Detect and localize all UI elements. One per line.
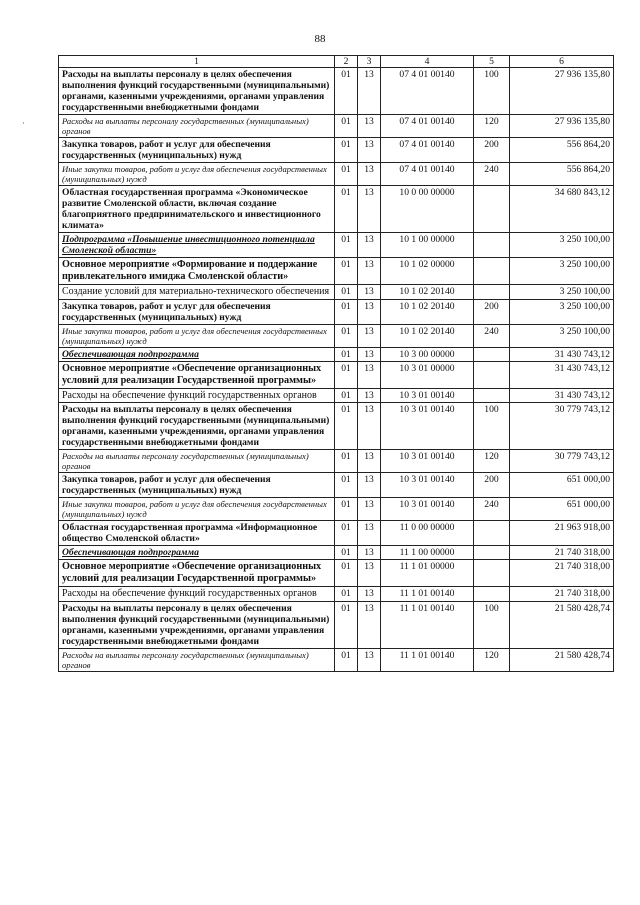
table-row — [59, 403, 614, 450]
subsection-code-cell: 13 — [358, 601, 381, 648]
expense-type-cell — [474, 388, 510, 403]
target-article-cell: 10 3 00 00000 — [381, 347, 474, 361]
subsection-code-cell: 13 — [358, 163, 381, 186]
subsection-code-cell: 13 — [358, 115, 381, 138]
amount-cell: 21 580 428,74 — [510, 648, 614, 671]
expense-type-cell — [474, 258, 510, 285]
expense-type-cell — [474, 186, 510, 233]
amount-cell: 31 430 743,12 — [510, 347, 614, 361]
target-article-cell: 10 3 01 00140 — [381, 498, 474, 521]
row-name-cell: Расходы на выплаты персоналу в целях обеспечения выполнения функций государственными (муниципальными) органами, казенными учреждениями, органами управления государственными внебюджетными фондами — [59, 68, 335, 115]
target-article-cell: 07 4 01 00140 — [381, 68, 474, 115]
amount-cell: 3 250 100,00 — [510, 258, 614, 285]
section-code-cell: 01 — [335, 115, 358, 138]
section-code-cell: 01 — [335, 233, 358, 258]
target-article-cell: 11 1 00 00000 — [381, 546, 474, 560]
table-row — [59, 347, 614, 361]
row-name-cell: Областная государственная программа «Информационное общество Смоленской области» — [59, 521, 335, 546]
section-code-cell: 01 — [335, 299, 358, 324]
section-code-cell: 01 — [335, 347, 358, 361]
subsection-code-cell: 13 — [358, 361, 381, 388]
expense-type-cell — [474, 233, 510, 258]
table-row — [59, 521, 614, 546]
expense-type-cell: 100 — [474, 68, 510, 115]
target-article-cell: 10 3 01 00140 — [381, 450, 474, 473]
expense-type-cell — [474, 285, 510, 300]
amount-cell: 21 740 318,00 — [510, 560, 614, 587]
section-code-cell: 01 — [335, 601, 358, 648]
subsection-code-cell: 13 — [358, 299, 381, 324]
expense-type-cell — [474, 361, 510, 388]
column-header: 4 — [381, 56, 474, 68]
row-name-cell: Расходы на обеспечение функций государственных органов — [59, 388, 335, 403]
amount-cell: 34 680 843,12 — [510, 186, 614, 233]
section-code-cell: 01 — [335, 324, 358, 347]
amount-cell: 31 430 743,12 — [510, 388, 614, 403]
amount-cell: 27 936 135,80 — [510, 68, 614, 115]
section-code-cell: 01 — [335, 361, 358, 388]
amount-cell: 651 000,00 — [510, 498, 614, 521]
expense-type-cell: 200 — [474, 299, 510, 324]
table-row — [59, 163, 614, 186]
table-row — [59, 324, 614, 347]
subsection-code-cell: 13 — [358, 521, 381, 546]
expense-type-cell — [474, 560, 510, 587]
target-article-cell: 07 4 01 00140 — [381, 163, 474, 186]
column-header: 3 — [358, 56, 381, 68]
table-row — [59, 285, 614, 300]
subsection-code-cell: 13 — [358, 258, 381, 285]
section-code-cell: 01 — [335, 258, 358, 285]
subsection-code-cell: 13 — [358, 403, 381, 450]
subsection-code-cell: 13 — [358, 186, 381, 233]
column-header: 6 — [510, 56, 614, 68]
table-row — [59, 361, 614, 388]
table-row — [59, 473, 614, 498]
table-row — [59, 601, 614, 648]
amount-cell: 21 740 318,00 — [510, 546, 614, 560]
amount-cell: 3 250 100,00 — [510, 285, 614, 300]
target-article-cell: 11 0 00 00000 — [381, 521, 474, 546]
row-name-cell: Основное мероприятие «Обеспечение организационных условий для реализации Государственной программы» — [59, 560, 335, 587]
row-name-cell: Иные закупки товаров, работ и услуг для обеспечения государственных (муниципальных) нужд — [59, 498, 335, 521]
row-name-cell: Закупка товаров, работ и услуг для обеспечения государственных (муниципальных) нужд — [59, 299, 335, 324]
amount-cell: 21 740 318,00 — [510, 587, 614, 602]
section-code-cell: 01 — [335, 560, 358, 587]
table-row — [59, 560, 614, 587]
section-code-cell: 01 — [335, 403, 358, 450]
section-code-cell: 01 — [335, 498, 358, 521]
table-row — [59, 138, 614, 163]
section-code-cell: 01 — [335, 285, 358, 300]
section-code-cell: 01 — [335, 450, 358, 473]
row-name-cell: Закупка товаров, работ и услуг для обеспечения государственных (муниципальных) нужд — [59, 138, 335, 163]
target-article-cell: 10 1 02 20140 — [381, 299, 474, 324]
table-row — [59, 587, 614, 602]
column-header: 2 — [335, 56, 358, 68]
amount-cell: 21 580 428,74 — [510, 601, 614, 648]
subsection-code-cell: 13 — [358, 498, 381, 521]
amount-cell: 556 864,20 — [510, 163, 614, 186]
column-header: 5 — [474, 56, 510, 68]
section-code-cell: 01 — [335, 521, 358, 546]
row-name-cell: Создание условий для материально-технического обеспечения — [59, 285, 335, 300]
row-name-cell: Расходы на выплаты персоналу в целях обеспечения выполнения функций государственными (муниципальными) органами, казенными учреждениями, органами управления государственными внебюджетными фондами — [59, 601, 335, 648]
table-body — [59, 68, 614, 672]
budget-table — [58, 55, 614, 672]
target-article-cell: 11 1 01 00140 — [381, 648, 474, 671]
table-row — [59, 648, 614, 671]
expense-type-cell — [474, 347, 510, 361]
amount-cell: 651 000,00 — [510, 473, 614, 498]
amount-cell: 3 250 100,00 — [510, 299, 614, 324]
section-code-cell: 01 — [335, 68, 358, 115]
target-article-cell: 10 1 02 20140 — [381, 285, 474, 300]
target-article-cell: 10 0 00 00000 — [381, 186, 474, 233]
target-article-cell: 10 3 01 00140 — [381, 403, 474, 450]
expense-type-cell: 100 — [474, 403, 510, 450]
target-article-cell: 10 3 01 00000 — [381, 361, 474, 388]
subsection-code-cell: 13 — [358, 546, 381, 560]
table-row — [59, 233, 614, 258]
subsection-code-cell: 13 — [358, 324, 381, 347]
target-article-cell: 10 1 02 20140 — [381, 324, 474, 347]
subsection-code-cell: 13 — [358, 138, 381, 163]
row-name-cell: Расходы на выплаты персоналу в целях обеспечения выполнения функций государственными (муниципальными) органами, казенными учреждениями, органами управления государственными внебюджетными фондами — [59, 403, 335, 450]
amount-cell: 21 963 918,00 — [510, 521, 614, 546]
row-name-cell: Областная государственная программа «Экономическое развитие Смоленской области, включая создание благоприятного предпринимательского и инвестиционного климата» — [59, 186, 335, 233]
expense-type-cell — [474, 587, 510, 602]
expense-type-cell — [474, 546, 510, 560]
expense-type-cell: 100 — [474, 601, 510, 648]
amount-cell: 3 250 100,00 — [510, 324, 614, 347]
expense-type-cell: 120 — [474, 450, 510, 473]
subsection-code-cell: 13 — [358, 233, 381, 258]
row-name-cell: Иные закупки товаров, работ и услуг для обеспечения государственных (муниципальных) нужд — [59, 324, 335, 347]
target-article-cell: 11 1 01 00140 — [381, 601, 474, 648]
subsection-code-cell: 13 — [358, 285, 381, 300]
target-article-cell: 10 3 01 00140 — [381, 473, 474, 498]
expense-type-cell: 240 — [474, 163, 510, 186]
section-code-cell: 01 — [335, 163, 358, 186]
expense-type-cell: 200 — [474, 473, 510, 498]
row-name-cell: Расходы на выплаты персоналу государственных (муниципальных) органов — [59, 450, 335, 473]
table-row — [59, 450, 614, 473]
row-name-cell: Иные закупки товаров, работ и услуг для обеспечения государственных (муниципальных) нужд — [59, 163, 335, 186]
table-row — [59, 68, 614, 115]
expense-type-cell — [474, 521, 510, 546]
row-name-cell: Подпрограмма «Повышение инвестиционного потенциала Смоленской области» — [59, 233, 335, 258]
table-header-row — [59, 56, 614, 68]
table-row — [59, 186, 614, 233]
subsection-code-cell: 13 — [358, 388, 381, 403]
amount-cell: 556 864,20 — [510, 138, 614, 163]
expense-type-cell: 120 — [474, 115, 510, 138]
subsection-code-cell: 13 — [358, 473, 381, 498]
amount-cell: 30 779 743,12 — [510, 450, 614, 473]
target-article-cell: 10 1 00 00000 — [381, 233, 474, 258]
target-article-cell: 11 1 01 00000 — [381, 560, 474, 587]
row-name-cell: Обеспечивающая подпрограмма — [59, 347, 335, 361]
target-article-cell: 10 1 02 00000 — [381, 258, 474, 285]
amount-cell: 30 779 743,12 — [510, 403, 614, 450]
table-row — [59, 546, 614, 560]
subsection-code-cell: 13 — [358, 450, 381, 473]
row-name-cell: Закупка товаров, работ и услуг для обеспечения государственных (муниципальных) нужд — [59, 473, 335, 498]
table-row — [59, 388, 614, 403]
expense-type-cell: 240 — [474, 498, 510, 521]
table-row — [59, 498, 614, 521]
row-name-cell: Расходы на выплаты персоналу государственных (муниципальных) органов — [59, 648, 335, 671]
target-article-cell: 10 3 01 00140 — [381, 388, 474, 403]
row-name-cell: Расходы на выплаты персоналу государственных (муниципальных) органов — [59, 115, 335, 138]
subsection-code-cell: 13 — [358, 648, 381, 671]
page-number: 88 — [314, 33, 326, 45]
target-article-cell: 07 4 01 00140 — [381, 138, 474, 163]
section-code-cell: 01 — [335, 473, 358, 498]
amount-cell: 27 936 135,80 — [510, 115, 614, 138]
expense-type-cell: 200 — [474, 138, 510, 163]
expense-type-cell: 240 — [474, 324, 510, 347]
expense-type-cell: 120 — [474, 648, 510, 671]
section-code-cell: 01 — [335, 648, 358, 671]
amount-cell: 3 250 100,00 — [510, 233, 614, 258]
row-name-cell: Расходы на обеспечение функций государственных органов — [59, 587, 335, 602]
target-article-cell: 07 4 01 00140 — [381, 115, 474, 138]
table-row — [59, 258, 614, 285]
row-name-cell: Основное мероприятие «Обеспечение организационных условий для реализации Государственной программы» — [59, 361, 335, 388]
row-name-cell: Обеспечивающая подпрограмма — [59, 546, 335, 560]
section-code-cell: 01 — [335, 138, 358, 163]
row-name-cell: Основное мероприятие «Формирование и поддержание привлекательного имиджа Смоленской области» — [59, 258, 335, 285]
section-code-cell: 01 — [335, 186, 358, 233]
subsection-code-cell: 13 — [358, 560, 381, 587]
subsection-code-cell: 13 — [358, 347, 381, 361]
subsection-code-cell: 13 — [358, 587, 381, 602]
table-row — [59, 299, 614, 324]
margin-mark: · — [22, 118, 25, 128]
target-article-cell: 11 1 01 00140 — [381, 587, 474, 602]
section-code-cell: 01 — [335, 388, 358, 403]
column-header: 1 — [59, 56, 335, 68]
amount-cell: 31 430 743,12 — [510, 361, 614, 388]
table-row — [59, 115, 614, 138]
subsection-code-cell: 13 — [358, 68, 381, 115]
section-code-cell: 01 — [335, 546, 358, 560]
section-code-cell: 01 — [335, 587, 358, 602]
